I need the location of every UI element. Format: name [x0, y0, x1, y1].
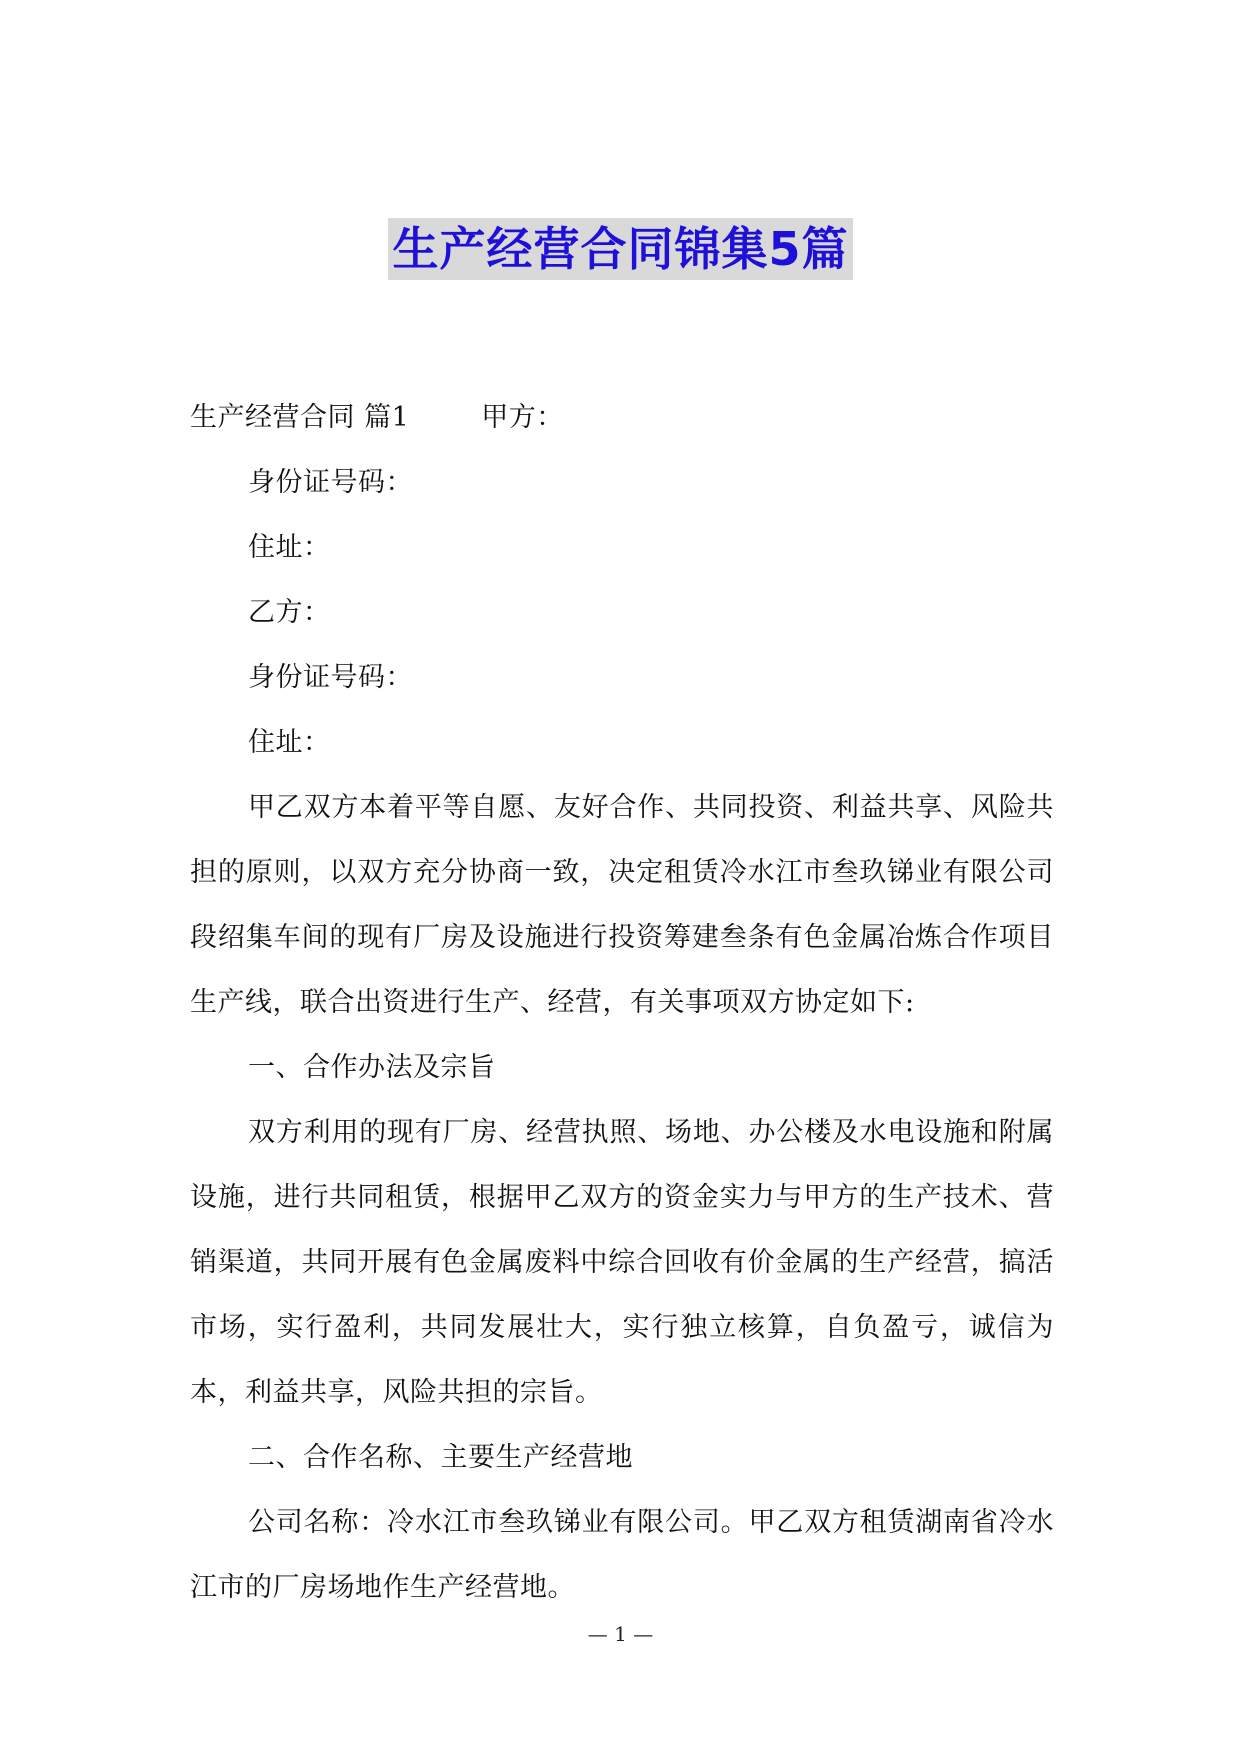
paragraph-section-2: 公司名称：冷水江市叁玖锑业有限公司。甲乙双方租赁湖南省冷水江市的厂房场地作生产经营地。 — [190, 1507, 1054, 1603]
party-a-label: 甲方： — [481, 402, 564, 433]
party-a-address-line: 住址： — [248, 532, 331, 563]
party-b-label: 乙方： — [248, 597, 331, 628]
heading-line — [190, 385, 1054, 450]
section-heading-1: 一、合作办法及宗旨 — [248, 1052, 496, 1083]
section-heading-2: 二、合作名称、主要生产经营地 — [248, 1442, 633, 1473]
paragraph-intro: 甲乙双方本着平等自愿、友好合作、共同投资、利益共享、风险共担的原则，以双方充分协商一致，决定租赁冷水江市叁玖锑业有限公司段绍集车间的现有厂房及设施进行投资筹建叁条有色金属冶炼合作项目生产线，联合出资进行生产、经营，有关事项双方协定如下: — [190, 792, 1054, 1018]
party-b-id-line: 身份证号码： — [248, 662, 413, 693]
title-wrap — [0, 218, 1241, 280]
document-title: 生产经营合同锦集5篇 — [388, 218, 852, 280]
party-b-address-line: 住址： — [248, 727, 331, 758]
contract-heading-label: 生产经营合同 篇1 — [190, 402, 410, 433]
page-number: — 1 — — [587, 1622, 654, 1646]
party-a-id-line: 身份证号码： — [248, 467, 413, 498]
document-body — [190, 385, 1054, 1620]
paragraph-section-1: 双方利用的现有厂房、经营执照、场地、办公楼及水电设施和附属设施，进行共同租赁，根据甲乙双方的资金实力与甲方的生产技术、营销渠道，共同开展有色金属废料中综合回收有价金属的生产经营，搞活市场，实行盈利，共同发展壮大，实行独立核算，自负盈亏，诚信为本，利益共享，风险共担的宗旨。 — [190, 1117, 1054, 1408]
